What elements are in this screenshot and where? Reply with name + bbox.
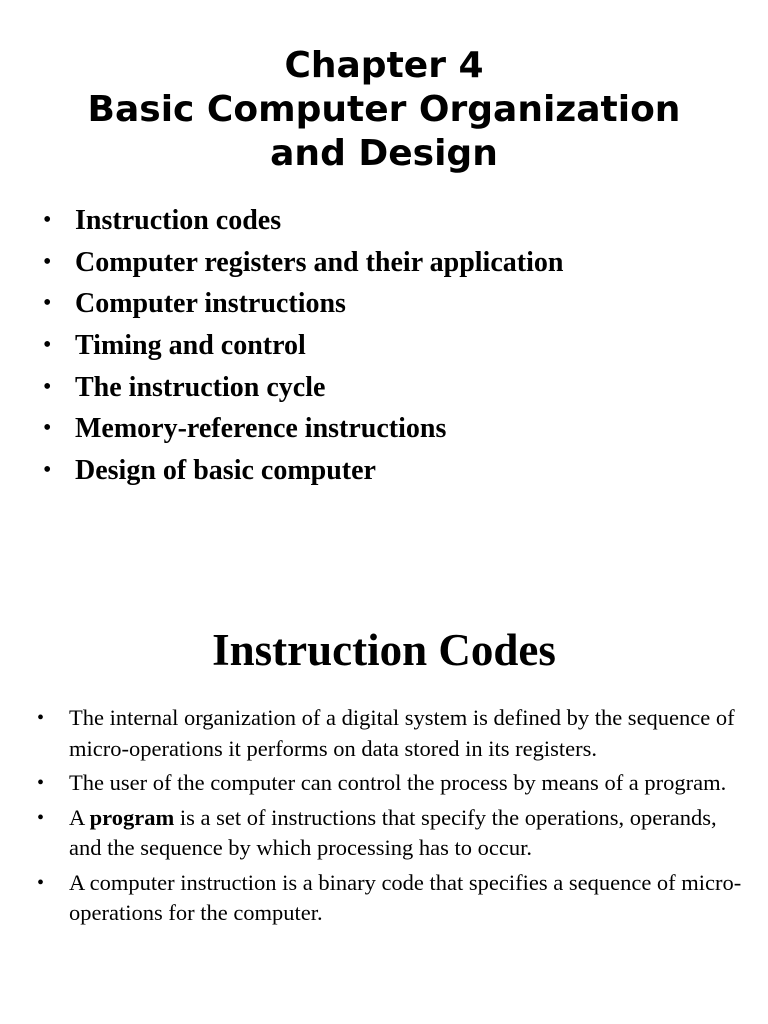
topic-text: Computer instructions	[75, 288, 346, 320]
definition-item	[37, 803, 742, 864]
topic-item	[43, 200, 563, 242]
topic-text: Timing and control	[75, 330, 306, 362]
topic-item	[43, 367, 563, 409]
topic-item	[43, 450, 563, 492]
definition-text: The user of the computer can control the process by means of a program.	[69, 770, 727, 795]
program-term: program	[89, 804, 175, 830]
slide-chapter-4	[0, 0, 768, 510]
bullet-icon: •	[43, 415, 52, 442]
section-title: Instruction Codes	[212, 625, 556, 675]
definition-item	[37, 703, 742, 764]
chapter-title-line-1: Chapter 4	[284, 45, 484, 86]
bullet-icon: •	[43, 207, 52, 233]
bullet-icon: •	[43, 373, 52, 400]
bullet-icon: •	[37, 772, 45, 794]
chapter-title-line-3: and Design	[270, 133, 498, 174]
bullet-icon: •	[37, 806, 45, 829]
bullet-icon: •	[37, 707, 45, 729]
topic-item	[43, 325, 563, 367]
bullet-icon: •	[43, 248, 52, 275]
bullet-icon: •	[43, 290, 52, 317]
topic-item	[43, 408, 563, 450]
topic-text: Design of basic computer	[75, 455, 376, 487]
definition-text-prefix: A	[69, 804, 90, 830]
bullet-icon: •	[37, 871, 45, 894]
definitions-list	[37, 703, 742, 933]
definition-text: The internal organization of a digital system is defined by the sequence of micro-operations it performs on data stored in its registers.	[69, 705, 735, 761]
chapter-title-line-2: Basic Computer Organization	[87, 89, 681, 130]
topic-item	[43, 242, 563, 284]
topic-text: Memory-reference instructions	[75, 413, 447, 445]
definition-text-suffix: is a set of instructions that specify the operations, operands, and the sequence by which processing has to occur.	[69, 804, 717, 860]
bullet-icon: •	[43, 332, 52, 359]
definition-item	[37, 768, 742, 799]
topic-text: Instruction codes	[75, 205, 282, 236]
definition-item	[37, 868, 742, 929]
topic-text: The instruction cycle	[75, 371, 326, 403]
chapter-title	[0, 44, 768, 176]
bullet-icon: •	[43, 457, 52, 484]
definition-text: A computer instruction is a binary code that specifies a sequence of micro-operations for the computer.	[69, 869, 742, 925]
topics-list	[43, 200, 563, 492]
topic-text: Computer registers and their application	[75, 246, 564, 278]
topic-item	[43, 283, 563, 325]
slide-instruction-codes	[0, 510, 768, 1024]
